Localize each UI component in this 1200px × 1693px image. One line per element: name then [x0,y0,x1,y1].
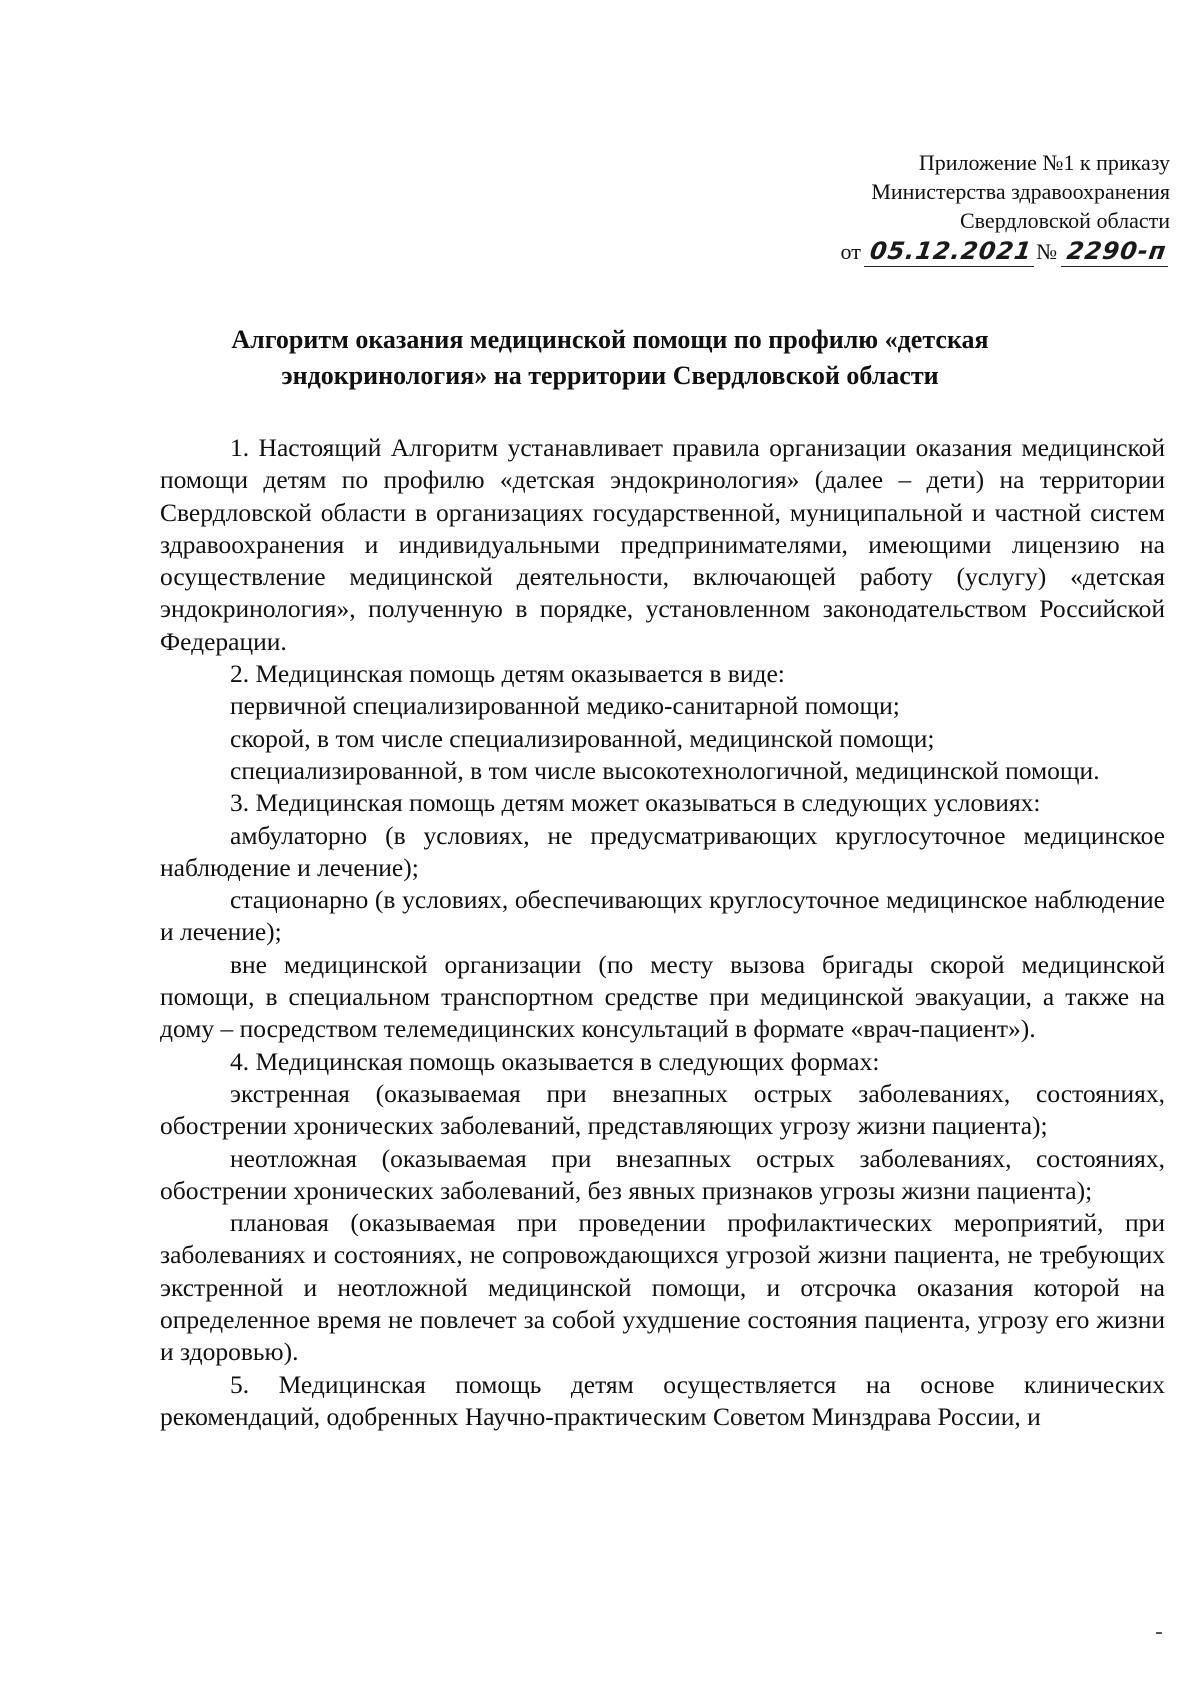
paragraph-2-item-3: специализированной, в том числе высокотехнологичной, медицинской помощи. [230,755,1100,785]
paragraph-4-item-2: неотложная (оказываемая при внезапных острых заболеваниях, состояниях, обострении хронических заболеваний, без явных признаков угрозы жизни пациента); [160,1143,1165,1205]
document-body [160,432,1165,1433]
title-line-1: Алгоритм оказания медицинской помощи по профилю «детская [231,325,989,354]
paragraph-3-item-1: амбулаторно (в условиях, не предусматривающих круглосуточное медицинское наблюдение и лечение); [160,820,1165,882]
paragraph-4-item-3: плановая (оказываемая при проведении профилактических мероприятий, при заболеваниях и состояниях, не сопровождающихся угрозой жизни пациента, не требующих экстренной и неотложной медицинской помощи, и отсрочка оказания которой на определенное время не повлечет за собой ухудшение состояния пациента, угрозу его жизни и здоровью). [160,1208,1165,1367]
appendix-line-1: Приложение №1 к приказу [918,150,1170,175]
title-line-2: эндокринология» на территории Свердловской области [281,361,939,390]
date-prefix: от [840,239,861,264]
handwritten-order-number: 2290-п [1061,237,1173,267]
handwritten-date: 05.12.2021 [864,237,1038,267]
order-date-line [760,237,1170,267]
appendix-line-2: Министерства здравоохранения [871,179,1170,204]
scan-artifact-mark [1156,1632,1162,1634]
document-title [150,322,1070,394]
appendix-line-3: Свердловской области [960,208,1170,233]
paragraph-2-item-2: скорой, в том числе специализированной, медицинской помощи; [230,723,935,753]
paragraph-2-item-1: первичной специализированной медико-санитарной помощи; [230,691,900,721]
paragraph-3-item-2: стационарно (в условиях, обеспечивающих круглосуточное медицинское наблюдение и лечение); [160,885,1165,947]
paragraph-3-item-3: вне медицинской организации (по месту вызова бригады скорой медицинской помощи, в специальном транспортном средстве при медицинской эвакуации, а также на дому – посредством телемедицинских консультаций в формате «врач-пациент»). [160,949,1165,1044]
paragraph-3: 3. Медицинская помощь детям может оказываться в следующих условиях: [230,788,1041,818]
paragraph-2: 2. Медицинская помощь детям оказывается в виде: [230,659,785,689]
paragraph-4-item-1: экстренная (оказываемая при внезапных острых заболеваниях, состояниях, обострении хронических заболеваний, представляющих угрозу жизни пациента); [160,1078,1165,1141]
number-sign: № [1036,239,1058,264]
appendix-header [760,148,1170,267]
paragraph-1: 1. Настоящий Алгоритм устанавливает правила организации оказания медицинской помощи детям по профилю «детская эндокринология» (далее – дети) на территории Свердловской области в организациях государственной, муниципальной и частной систем здравоохранения и индивидуальными предпринимателями, имеющими лицензию на осуществление медицинской деятельности, включающей работу (услугу) «детская эндокринология», полученную в порядке, установленном законодательством Российской Федерации. [160,433,1165,656]
paragraph-4: 4. Медицинская помощь оказывается в следующих формах: [230,1046,880,1076]
paragraph-5: 5. Медицинская помощь детям осуществляется на основе клинических рекомендаций, одобренных Научно-практическим Советом Минздрава России, и [160,1369,1165,1431]
